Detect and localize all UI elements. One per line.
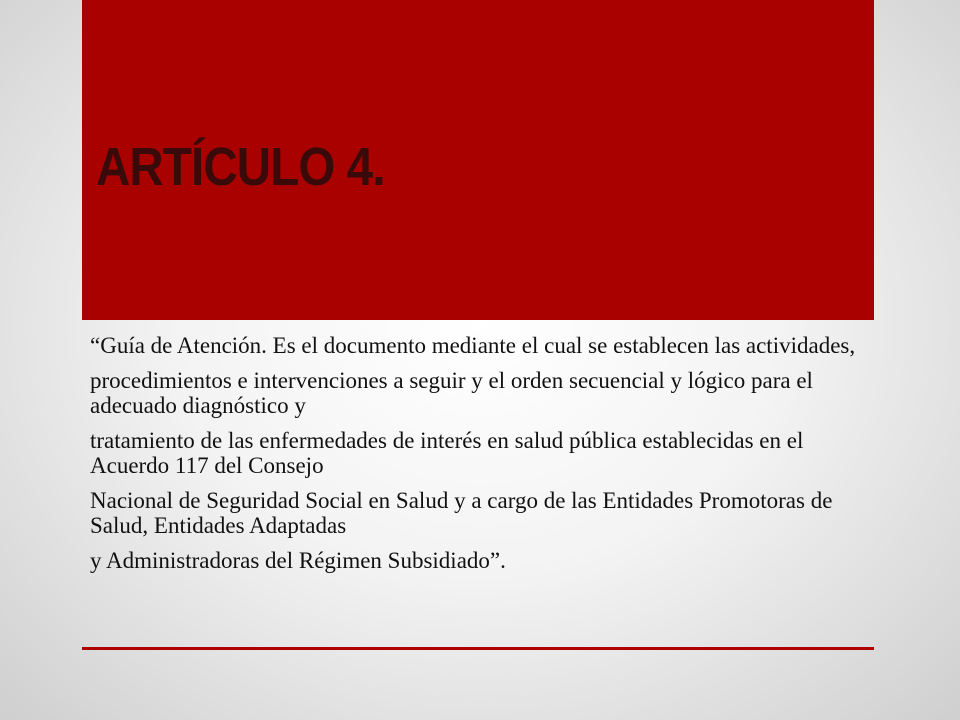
title-block [82,0,874,320]
body-paragraph: Nacional de Seguridad Social en Salud y a cargo de las Entidades Promotoras de Salud, Entidades Adaptadas [90,488,833,538]
body-paragraph: procedimientos e intervenciones a seguir y el orden secuencial y lógico para el adecuado diagnóstico y [90,368,813,418]
bottom-divider [82,647,874,650]
slide-title: ARTÍCULO 4. [96,137,385,197]
body-paragraph: y Administradoras del Régimen Subsidiado”. [90,548,506,573]
slide-body [90,333,870,583]
body-paragraph: “Guía de Atención. Es el documento mediante el cual se establecen las actividades, [90,333,856,358]
body-paragraph: tratamiento de las enfermedades de interés en salud pública establecidas en el Acuerdo 117 del Consejo [90,428,804,478]
